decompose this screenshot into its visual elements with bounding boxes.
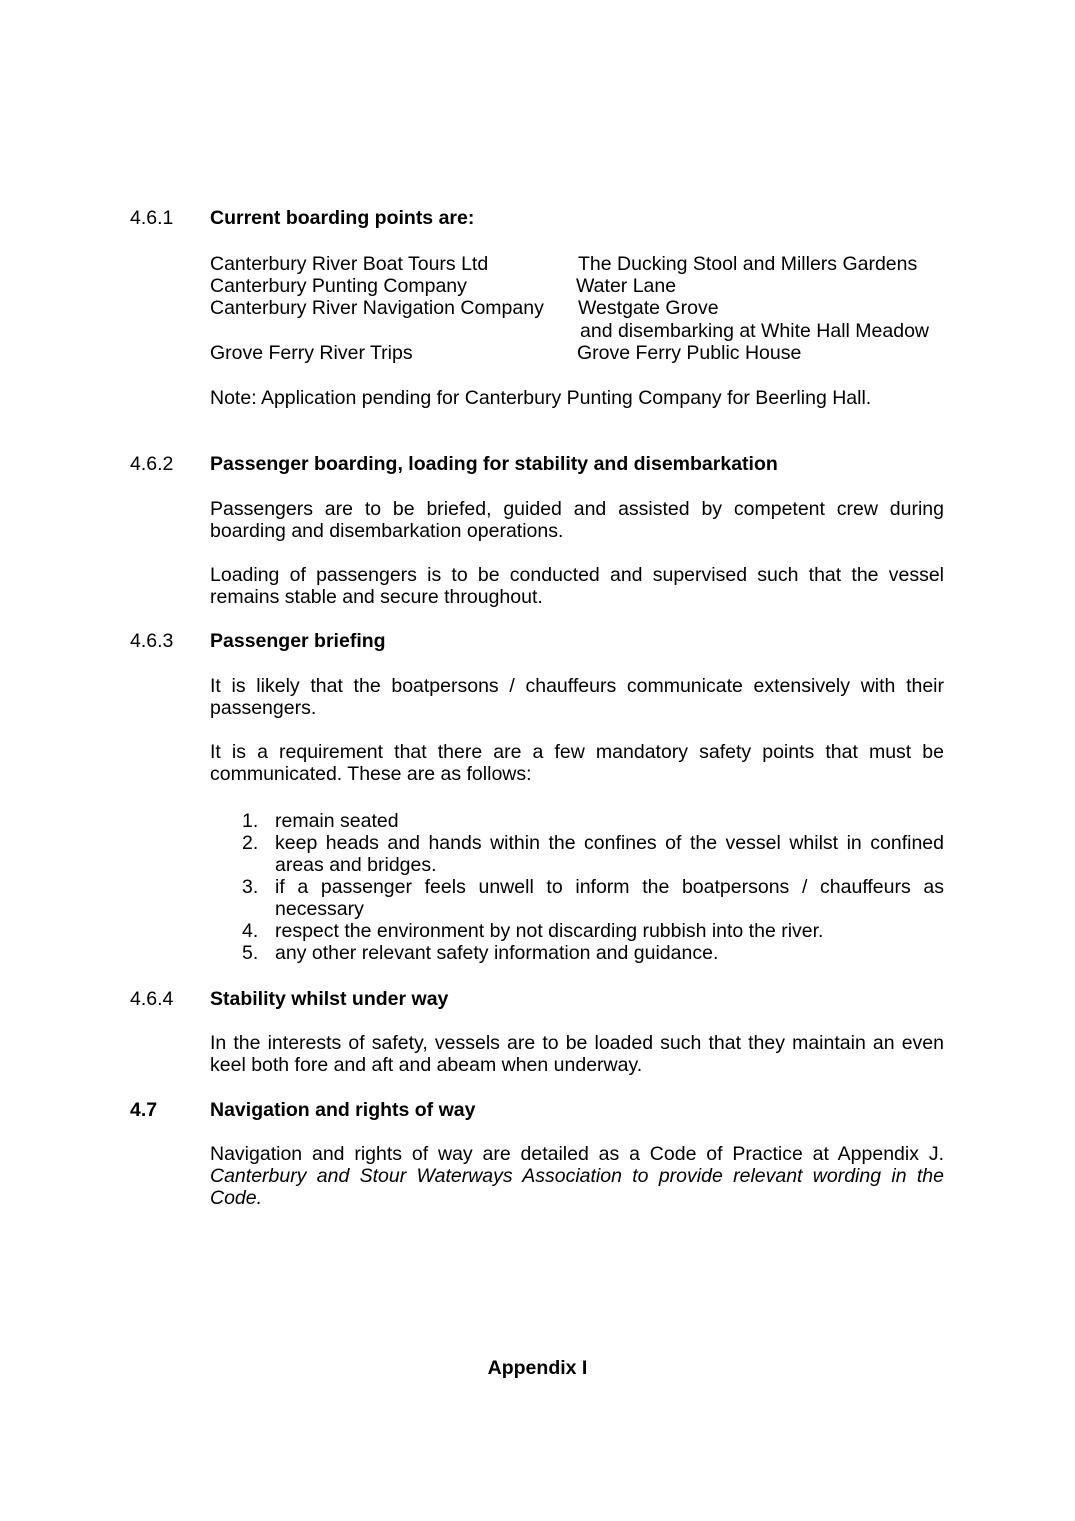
- section-number: 4.6.1: [130, 207, 174, 229]
- paragraph-text: Navigation and rights of way are detailed as a Code of Practice at Appendix J.: [210, 1143, 944, 1165]
- list-number: 5.: [242, 942, 259, 964]
- boarding-points-table: [210, 253, 950, 365]
- page-footer-label: Appendix I: [487, 1357, 588, 1379]
- list-item: [210, 810, 944, 832]
- section-number: 4.6.4: [130, 988, 174, 1010]
- operator-name: Grove Ferry River Trips: [210, 342, 413, 364]
- list-number: 4.: [242, 920, 259, 942]
- list-number: 2.: [242, 832, 259, 854]
- paragraph: It is a requirement that there are a few mandatory safety points that must be communicated. These are as follows:: [210, 741, 944, 785]
- list-item-text: remain seated: [275, 810, 399, 832]
- list-number: 1.: [242, 810, 259, 832]
- list-number: 3.: [242, 876, 259, 898]
- boarding-location: Water Lane: [576, 275, 677, 297]
- safety-points-list: [210, 810, 944, 964]
- list-item-text: respect the environment by not discarding rubbish into the river.: [275, 920, 824, 942]
- paragraph: In the interests of safety, vessels are to be loaded such that they maintain an even keel both fore and aft and abeam when underway.: [210, 1032, 944, 1076]
- list-item: [210, 942, 944, 964]
- section-heading: Passenger briefing: [210, 630, 386, 652]
- operator-name: Canterbury River Boat Tours Ltd: [210, 253, 489, 275]
- section-number: 4.6.3: [130, 630, 174, 652]
- boarding-location: Grove Ferry Public House: [577, 342, 802, 364]
- list-item-text: if a passenger feels unwell to inform the boatpersons / chauffeurs as necessary: [275, 876, 944, 920]
- section-number: 4.7: [130, 1099, 158, 1121]
- list-item-text: any other relevant safety information and guidance.: [275, 942, 719, 964]
- list-item-text: keep heads and hands within the confines of the vessel whilst in confined areas and bridges.: [275, 832, 944, 876]
- operator-name: Canterbury River Navigation Company: [210, 297, 544, 319]
- boarding-location: and disembarking at White Hall Meadow: [580, 320, 930, 342]
- list-item: [210, 832, 944, 876]
- section-number: 4.6.2: [130, 453, 174, 475]
- boarding-location: Westgate Grove: [578, 297, 719, 319]
- section-heading: Passenger boarding, loading for stability and disembarkation: [210, 453, 778, 475]
- list-item: [210, 876, 944, 920]
- boarding-location: The Ducking Stool and Millers Gardens: [578, 253, 918, 275]
- paragraph: Loading of passengers is to be conducted and supervised such that the vessel remains stable and secure throughout.: [210, 564, 944, 608]
- section-heading: Current boarding points are:: [210, 207, 475, 229]
- section-heading: Navigation and rights of way: [210, 1099, 476, 1121]
- list-item: [210, 920, 944, 942]
- operator-name: Canterbury Punting Company: [210, 275, 467, 297]
- paragraph: [210, 1143, 944, 1209]
- paragraph: It is likely that the boatpersons / chauffeurs communicate extensively with their passengers.: [210, 675, 944, 719]
- italic-note: Canterbury and Stour Waterways Association to provide relevant wording in the Code.: [210, 1165, 944, 1209]
- paragraph: Passengers are to be briefed, guided and assisted by competent crew during boarding and disembarkation operations.: [210, 498, 944, 542]
- note-text: Note: Application pending for Canterbury Punting Company for Beerling Hall.: [210, 387, 872, 409]
- section-heading: Stability whilst under way: [210, 988, 449, 1010]
